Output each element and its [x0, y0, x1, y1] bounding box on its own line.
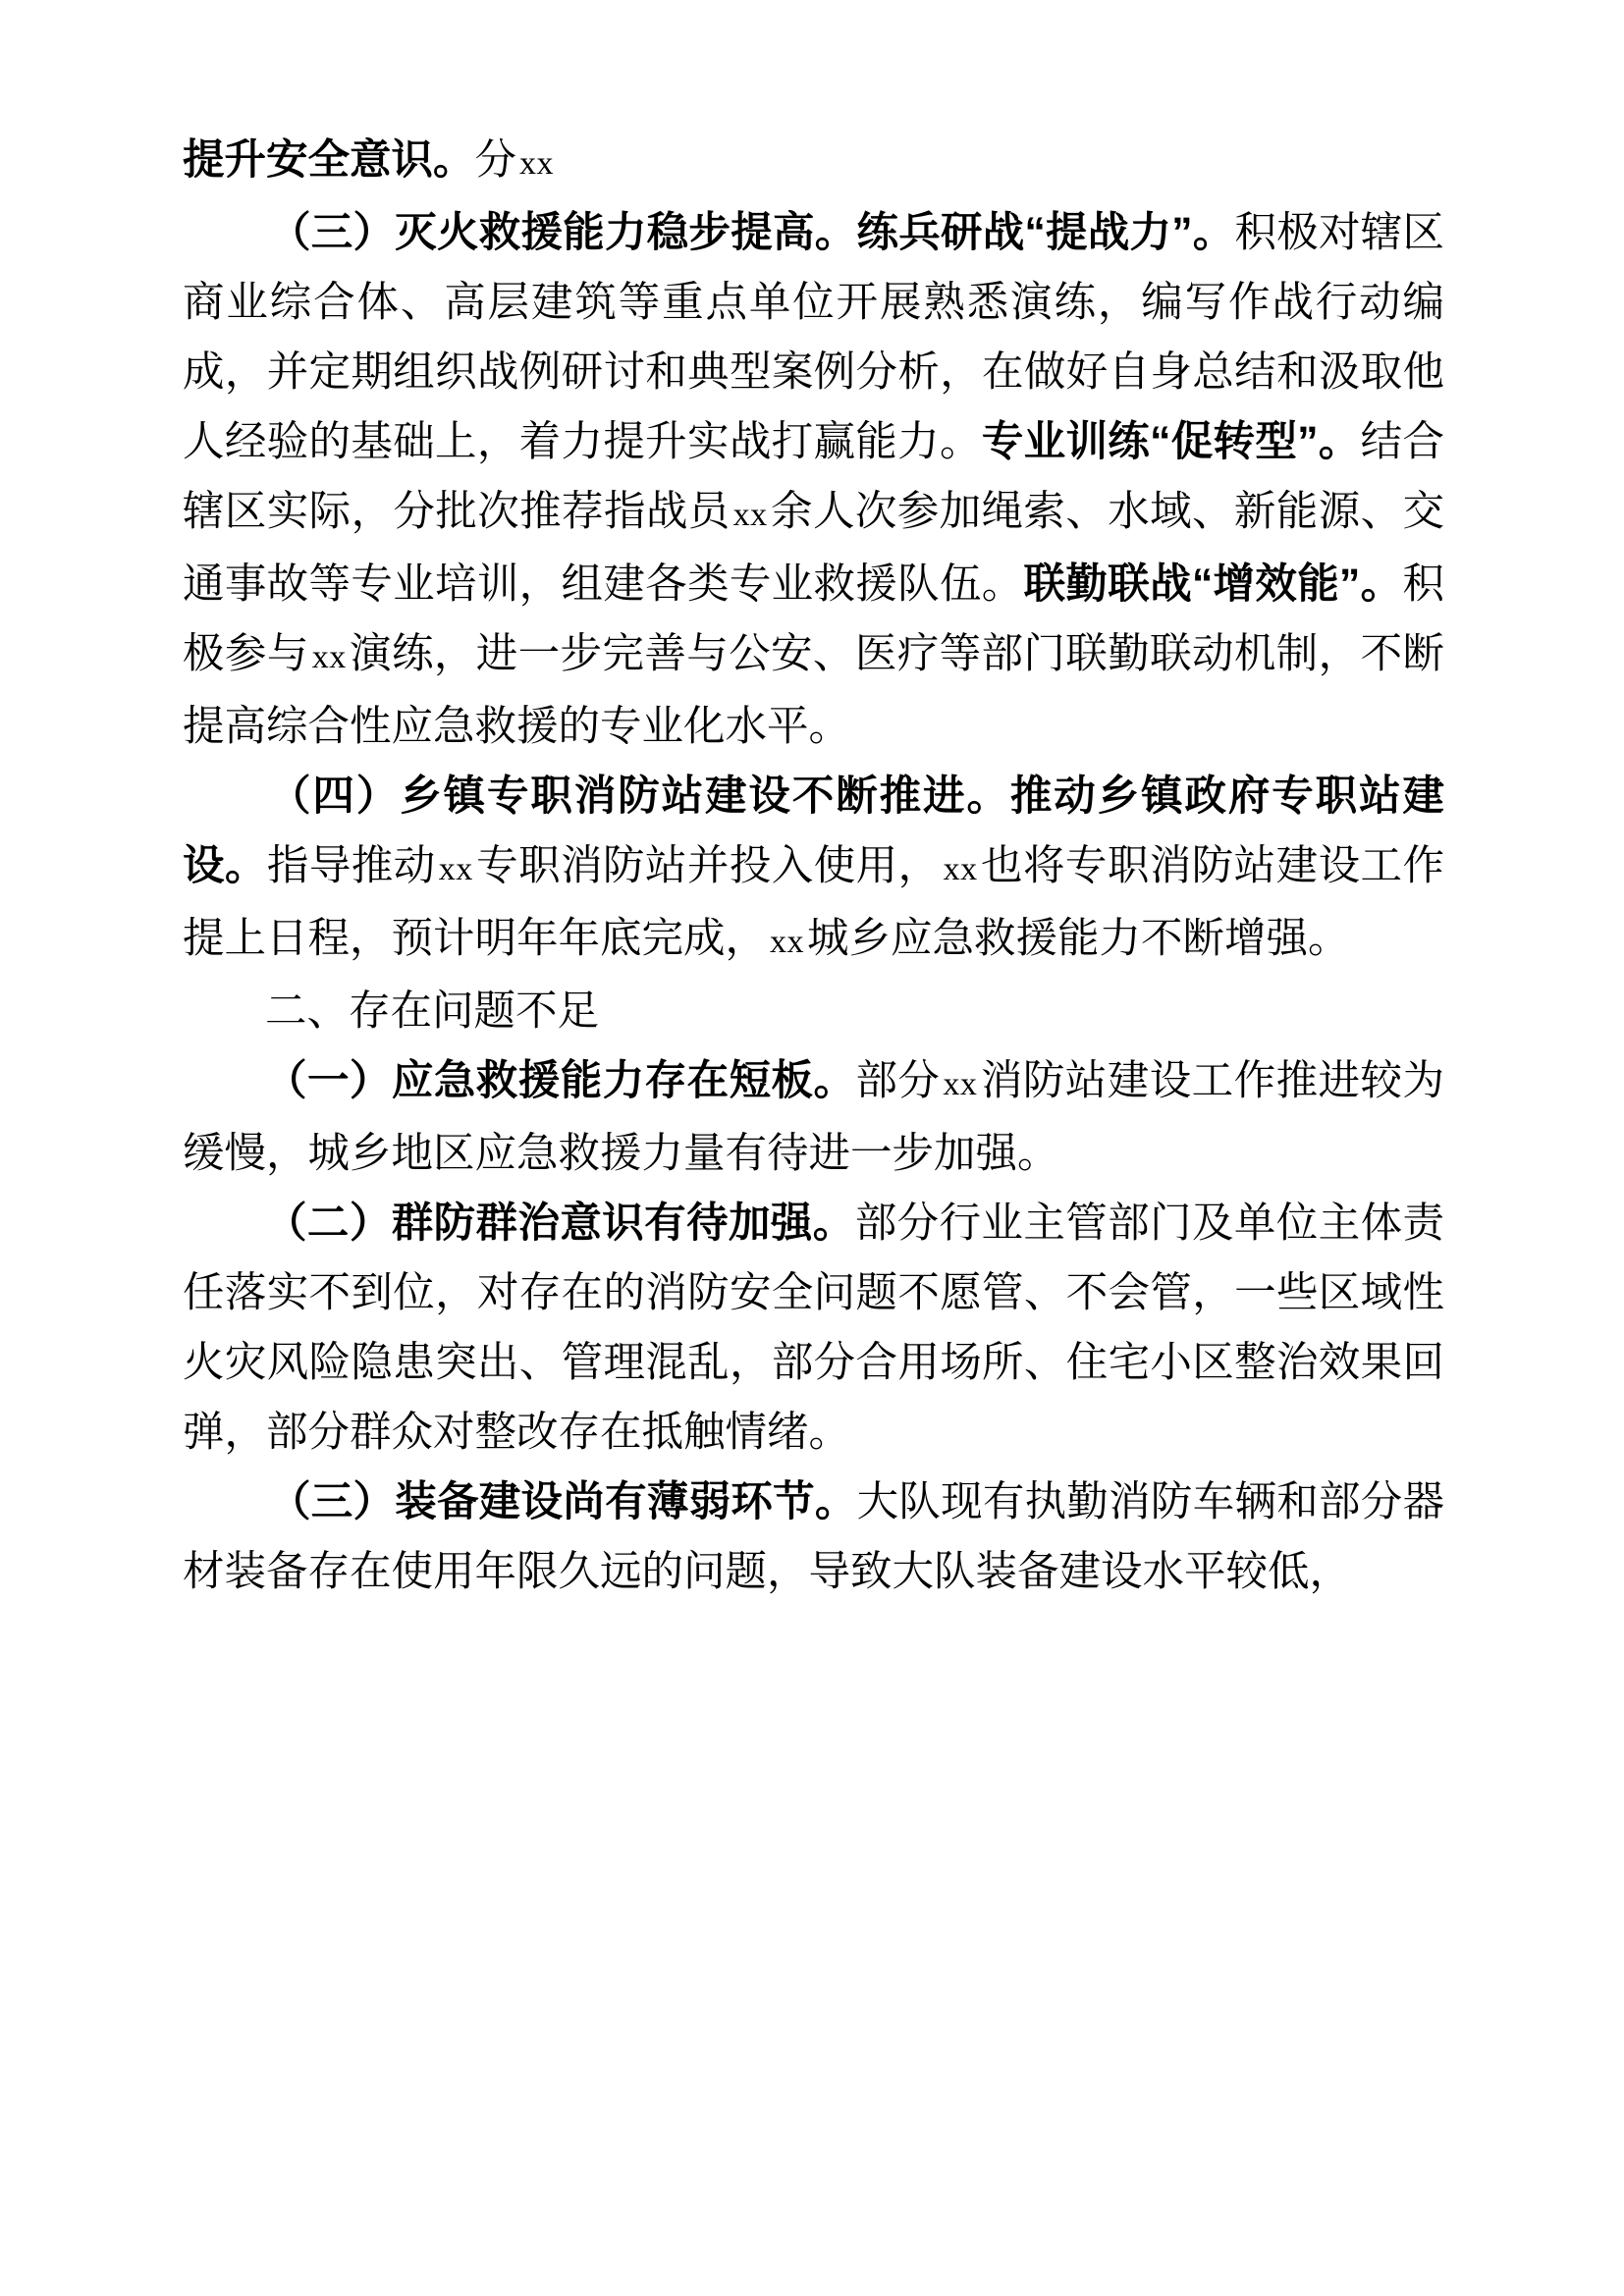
placeholder-xx: xx	[438, 851, 473, 887]
placeholder-xx: xx	[311, 639, 347, 675]
section-four-run-d: 城乡应急救援能力不断增强。	[807, 916, 1350, 962]
section-three-bold-mid-two: 联勤联战“增效能”。	[1023, 561, 1403, 608]
heading-section-two-text	[265, 988, 599, 1035]
section-four-run-c: 也将专职消防站建设工作提上日程，预计明年年底完成，	[183, 843, 1444, 962]
paragraph-item-three	[183, 1468, 1444, 1607]
section-three-run-b-one: 结合辖区实际，分批次推荐指战员	[183, 419, 1444, 535]
placeholder-xx: xx	[519, 145, 555, 182]
paragraph-continued-text: 分	[474, 137, 517, 184]
section-three-run-c-two: 演练，进一步完善与公安、医疗等部门联勤联动机制，不断提高综合性应急救援的专业化水平。	[183, 631, 1444, 750]
paragraph-item-one	[183, 1046, 1444, 1189]
paragraph-continued	[183, 126, 1444, 198]
item-three-run-a: 大队现有执勤消防车辆和部分器材装备存在使用年限久远的问题，导致大队装备建设水平较低，	[183, 1479, 1444, 1595]
section-three-run-c-one: 积极参与	[183, 561, 1444, 677]
section-four-run-b: 专职消防站并投入使用，	[475, 843, 941, 889]
placeholder-xx: xx	[732, 497, 768, 533]
item-three-bold-lead: （三）装备建设尚有薄弱环节。	[269, 1479, 857, 1525]
section-four-run-a: 指导推动	[266, 843, 436, 889]
item-two-run-a: 部分行业主管部门及单位主体责任落实不到位，对存在的消防安全问题不愿管、不会管，一些区域性火灾风险隐患突出、管理混乱，部分合用场所、住宅小区整治效果回弹，部分群众对整改存在抵触情绪。	[183, 1201, 1444, 1456]
section-three-bold-mid-one: 专业训练“促转型”。	[981, 419, 1361, 465]
item-one-run-b: 消防站建设工作推进较为缓慢，城乡地区应急救援力量有待进一步加强。	[183, 1058, 1444, 1177]
placeholder-xx: xx	[770, 924, 805, 960]
item-one-run-a: 部分	[855, 1058, 941, 1104]
section-three-bold-lead: （三）灭火救援能力稳步提高。练兵研战“提战力”。	[269, 210, 1235, 256]
heading-section-two-label: 二、存在问题不足	[265, 988, 600, 1035]
paragraph-section-three	[183, 198, 1444, 762]
paragraph-section-four	[183, 762, 1444, 977]
section-three-run-a: 积极对辖区商业综合体、高层建筑等重点单位开展熟悉演练，编写作战行动编成，并定期组织战例研讨和典型案例分析，在做好自身总结和汲取他人经验的基础上，着力提升实战打赢能力。	[183, 210, 1444, 465]
section-four-bold-lead: （四）乡镇专职消防站建设不断推进。推动乡镇政府专职站建设。	[183, 774, 1444, 889]
document-body	[183, 126, 1444, 1607]
placeholder-xx: xx	[943, 1066, 978, 1102]
item-two-bold-lead: （二）群防群治意识有待加强。	[265, 1201, 855, 1247]
paragraph-item-two	[183, 1189, 1444, 1468]
section-three-run-b-two: 余人次参加绳索、水域、新能源、交通事故等专业培训，组建各类专业救援队伍。	[183, 489, 1444, 608]
placeholder-xx: xx	[943, 851, 978, 887]
paragraph-continued-bold-lead: 提升安全意识。	[183, 137, 475, 184]
heading-section-two	[183, 977, 1444, 1046]
item-one-bold-lead: （一）应急救援能力存在短板。	[265, 1058, 856, 1104]
